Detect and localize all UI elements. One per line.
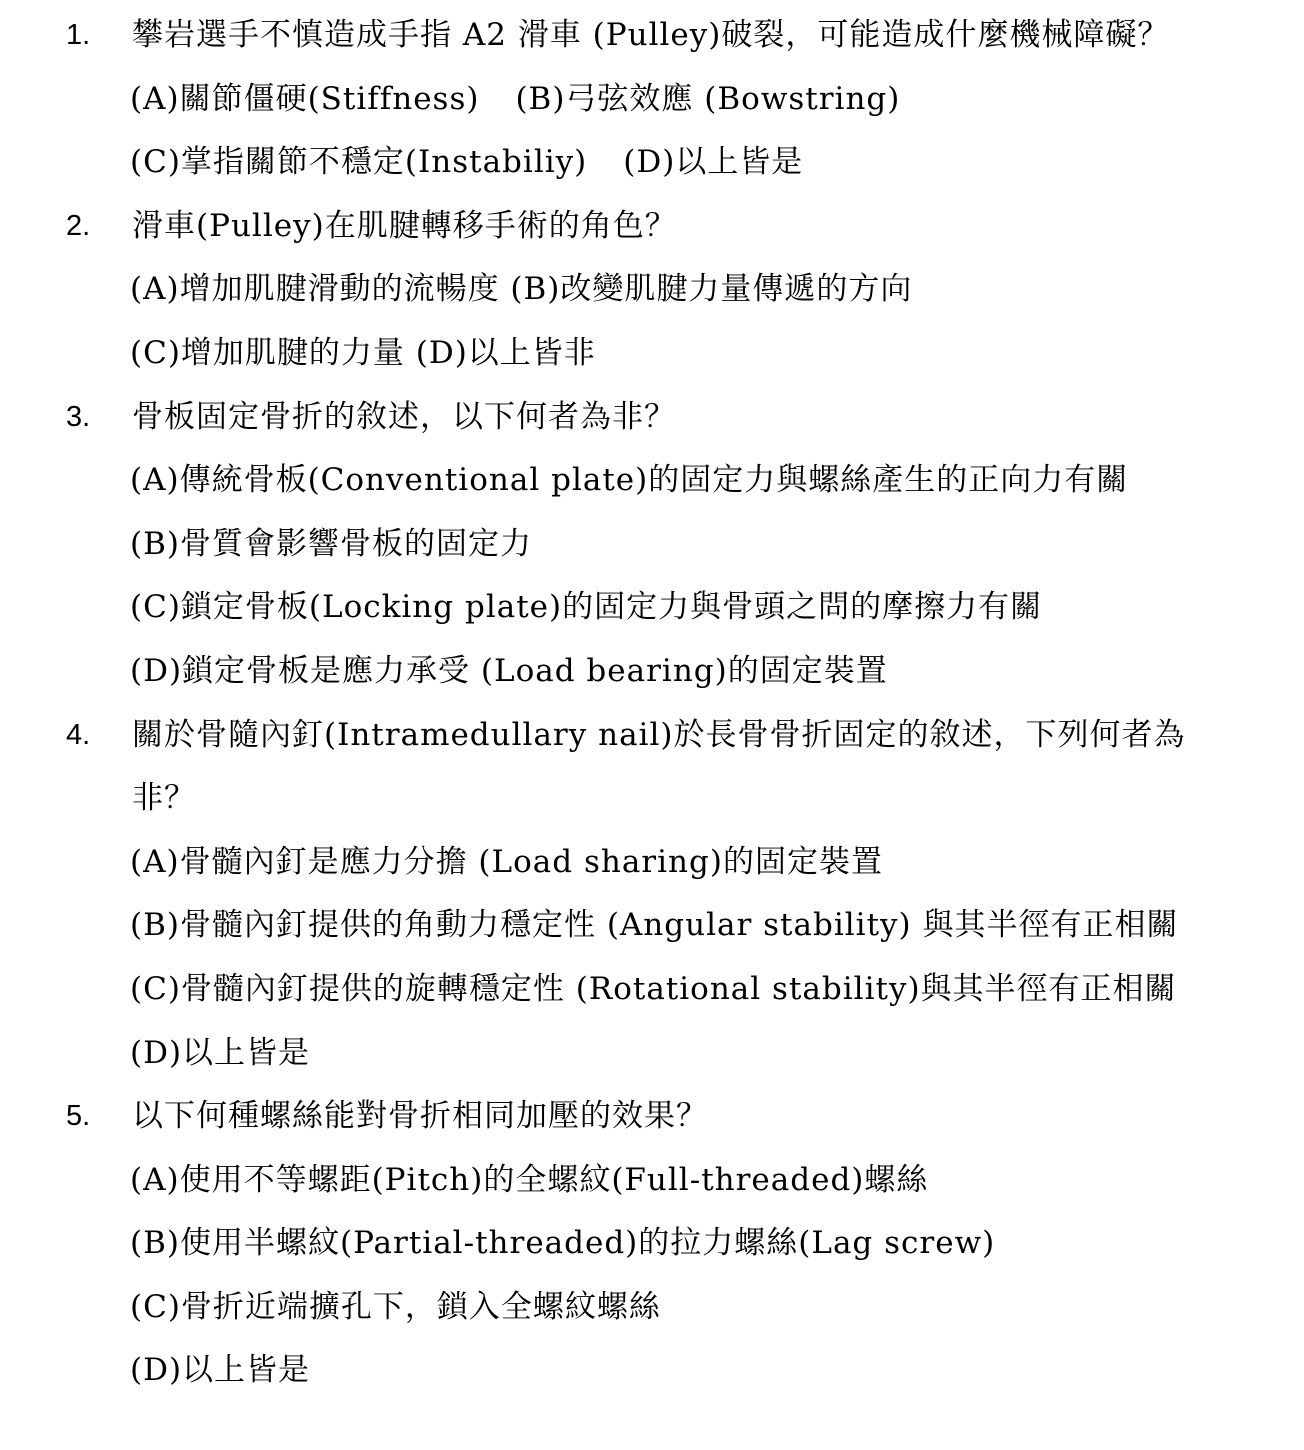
option-c: (C)鎖定骨板(Locking plate)的固定力與骨頭之問的摩擦力有關 (130, 589, 1043, 626)
question-line (0, 195, 1304, 259)
option-line (0, 131, 1304, 195)
question-2 (0, 195, 1304, 386)
question-3 (0, 386, 1304, 704)
option-line (0, 258, 1304, 322)
question-number: 5. (66, 1100, 91, 1133)
question-text: 骨板固定骨折的敘述，以下何者為非？ (132, 398, 676, 435)
option-b: (B)骨髓內釘提供的角動力穩定性 (Angular stability) 與其半徑有正相關 (130, 907, 1179, 944)
option-d: (D)鎖定骨板是應力承受 (Load bearing)的固定裝置 (130, 652, 888, 689)
option-a: (A)傳統骨板(Conventional plate)的固定力與螺絲產生的正向力有關 (130, 462, 1129, 499)
question-line (0, 386, 1304, 450)
option-c: (C)骨折近端擴孔下，鎖入全螺紋螺絲 (130, 1288, 661, 1325)
option-b: (B)使用半螺紋(Partial-threaded)的拉力螺絲(Lag screw) (130, 1225, 996, 1262)
option-a-b: (A)增加肌腱滑動的流暢度 (B)改變肌腱力量傳遞的方向 (130, 271, 913, 308)
question-text: 攀岩選手不慎造成手指 A2 滑車 (Pulley)破裂，可能造成什麼機械障礙？ (132, 17, 1170, 53)
question-5 (0, 1085, 1304, 1403)
exam-page (0, 4, 1304, 1403)
question-number: 2. (66, 209, 91, 242)
option-b: (B)骨質會影響骨板的固定力 (130, 525, 532, 562)
option-d: (D)以上皆是 (130, 1034, 311, 1071)
question-text: 以下何種螺絲能對骨折相同加壓的效果？ (132, 1098, 708, 1135)
question-line (0, 1085, 1304, 1149)
option-c-d: (C)增加肌腱的力量 (D)以上皆非 (130, 334, 596, 371)
question-text-continued: 非？ (132, 780, 196, 817)
option-d: (D)以上皆是 (623, 144, 804, 181)
question-line (0, 4, 1304, 68)
question-line (0, 704, 1304, 768)
option-c: (C)骨髓內釘提供的旋轉穩定性 (Rotational stability)與其半徑有正相關 (130, 970, 1177, 1007)
option-line (0, 322, 1304, 386)
question-1 (0, 4, 1304, 195)
question-line-continued (0, 767, 1304, 831)
option-d: (D)以上皆是 (130, 1352, 311, 1389)
option-b: (B)弓弦效應 (Bowstring) (515, 80, 901, 117)
option-a: (A)使用不等螺距(Pitch)的全螺紋(Full-threaded)螺絲 (130, 1161, 929, 1198)
option-line (0, 68, 1304, 132)
option-a: (A)關節僵硬(Stiffness) (130, 80, 480, 117)
question-number: 1. (66, 19, 91, 51)
question-number: 3. (66, 400, 91, 433)
question-number: 4. (66, 718, 91, 751)
question-text: 滑車(Pulley)在肌腱轉移手術的角色？ (132, 207, 677, 244)
question-text: 關於骨隨內釘(Intramedullary nail)於長骨骨折固定的敘述，下列何者為 (132, 716, 1186, 753)
question-4 (0, 704, 1304, 1086)
option-a: (A)骨髓內釘是應力分擔 (Load sharing)的固定裝置 (130, 843, 883, 880)
option-c: (C)掌指關節不穩定(Instabiliy) (130, 144, 588, 181)
